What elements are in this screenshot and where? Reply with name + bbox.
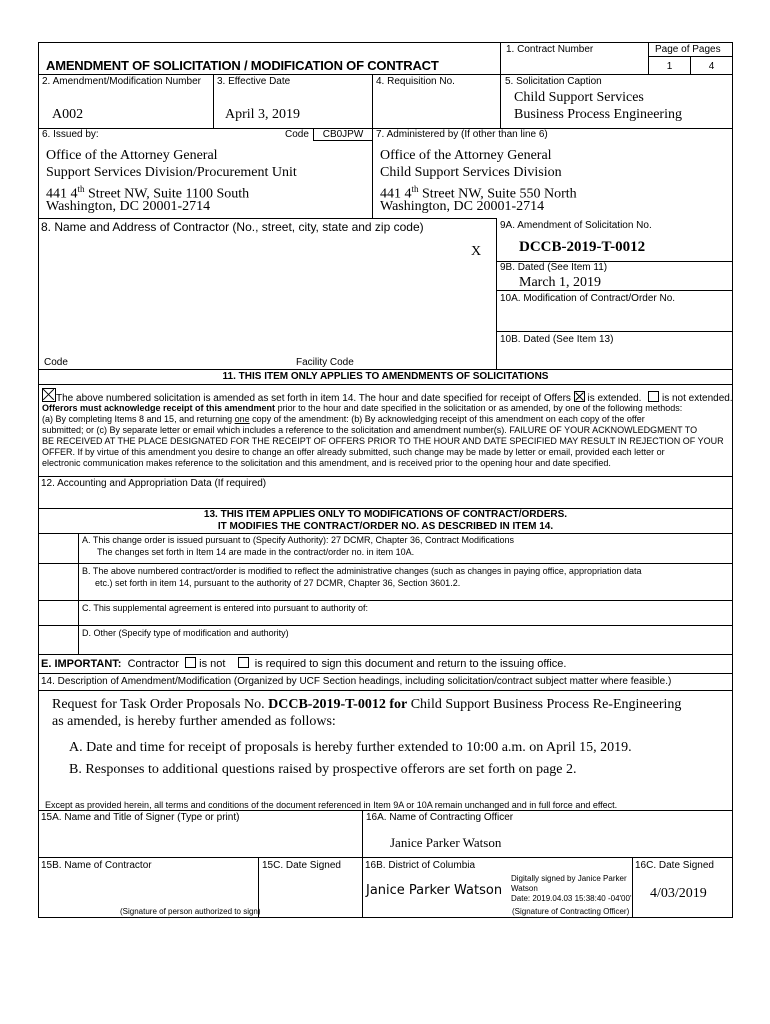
- effective-date-label: 3. Effective Date: [217, 76, 291, 87]
- effective-date-value: April 3, 2019: [225, 107, 301, 122]
- dated-9b-label: 9B. Dated (See Item 11): [500, 262, 608, 273]
- item-13a-line-2: The changes set forth in Item 14 are made in the contract/order no. in item 10A.: [97, 547, 415, 557]
- rule: [496, 218, 497, 369]
- item-11-line-2: Offerors must acknowledge receipt of this amendment prior to the hour and date specified in the solicitation or as amended, by one of the following methods:: [42, 403, 683, 413]
- rule: [38, 74, 733, 75]
- rule: [38, 917, 733, 918]
- item-14-paragraph-line-2: as amended, is hereby further amended as follows:: [52, 714, 336, 729]
- page-total: 4: [708, 61, 715, 72]
- contractor-not-required-checkbox[interactable]: [185, 657, 196, 668]
- digital-signature-line-3: Date: 2019.04.03 15:38:40 -04'00': [511, 894, 632, 903]
- item-11-line-7: electronic communication makes reference to the solicitation and this amendment, and is received prior to the opening hour and date specified.: [42, 458, 611, 468]
- admin-line-1: Office of the Attorney General: [380, 148, 552, 163]
- rule: [632, 857, 633, 917]
- item-14-label: 14. Description of Amendment/Modification (Organized by UCF Section headings, including solicitation/contract subject matter where feasible.): [41, 676, 672, 687]
- item-13c: C. This supplemental agreement is entered into pursuant to authority of:: [82, 603, 368, 613]
- rule: [38, 369, 733, 370]
- contracting-officer-name: Janice Parker Watson: [390, 835, 502, 850]
- contractor-required-checkbox[interactable]: [238, 657, 249, 668]
- rule: [38, 476, 733, 477]
- solicitation-amended-checkbox[interactable]: [42, 388, 56, 402]
- form-title: AMENDMENT OF SOLICITATION / MODIFICATION OF CONTRACT: [46, 58, 439, 73]
- issued-by-label: 6. Issued by:: [42, 129, 99, 140]
- officer-date-label: 16C. Date Signed: [635, 860, 714, 871]
- rule: [38, 857, 733, 858]
- contractor-date-label: 15C. Date Signed: [262, 860, 341, 871]
- rule: [496, 331, 732, 332]
- page-number: 1: [666, 61, 673, 72]
- item-11-line-3: (a) By completing Items 8 and 15, and returning one copy of the amendment: (b) By acknowledging receipt of this amendment on each copy of the offer: [42, 414, 645, 424]
- rule: [372, 128, 373, 218]
- item-11-line-5: BE RECEIVED AT THE PLACE DESIGNATED FOR THE RECEIPT OF OFFERS PRIOR TO THE HOUR AND DATE SPECIFIED MAY RESULT IN REJECTION OF YOUR: [42, 436, 724, 446]
- important-line: E. IMPORTANT: Contractor is not is required to sign this document and return to the issuing office.: [41, 658, 567, 670]
- item-13d: D. Other (Specify type of modification and authority): [82, 628, 289, 638]
- caption-line-2: Business Process Engineering: [514, 107, 682, 122]
- contractor-name-label: 15B. Name of Contractor: [41, 860, 152, 871]
- solicitation-amendment-value: DCCB-2019-T-0012: [519, 239, 646, 255]
- code-label: Code: [285, 129, 309, 140]
- contracting-officer-label: 16A. Name of Contracting Officer: [366, 812, 514, 823]
- accounting-data-label: 12. Accounting and Appropriation Data (If required): [41, 478, 267, 489]
- rule: [362, 810, 363, 917]
- item-11-title: 11. THIS ITEM ONLY APPLIES TO AMENDMENTS OF SOLICITATIONS: [222, 371, 549, 382]
- item-14-point-b: B. Responses to additional questions raised by prospective offerors are set forth on page 2.: [69, 762, 577, 777]
- requisition-label: 4. Requisition No.: [376, 76, 455, 87]
- issuer-line-2: Support Services Division/Procurement Unit: [46, 165, 297, 180]
- rule: [38, 42, 39, 917]
- issuer-line-3: 441 4th Street NW, Suite 1100 South: [46, 184, 250, 202]
- contractor-address-label: 8. Name and Address of Contractor (No., street, city, state and zip code): [41, 220, 424, 234]
- not-extended-checkbox[interactable]: [648, 391, 659, 402]
- solicitation-amendment-label: 9A. Amendment of Solicitation No.: [500, 220, 652, 231]
- district-label: 16B. District of Columbia: [365, 860, 476, 871]
- rule: [38, 218, 497, 219]
- modification-10a-label: 10A. Modification of Contract/Order No.: [500, 293, 676, 304]
- amendment-x-mark: X: [471, 244, 482, 259]
- item-14-paragraph-line-1: Request for Task Order Proposals No. DCCB-2019-T-0012 for Child Support Business Process Re-Engineering: [52, 697, 682, 712]
- contractor-signature-caption: (Signature of person authorized to sign): [120, 907, 261, 916]
- officer-date-value: 4/03/2019: [650, 886, 707, 901]
- digital-signature-stamp: [511, 874, 631, 904]
- contract-number-label: 1. Contract Number: [506, 44, 594, 55]
- dated-10b-label: 10B. Dated (See Item 13): [500, 334, 614, 345]
- rule: [500, 74, 501, 128]
- rule: [500, 42, 501, 74]
- officer-digital-signature: Janice Parker Watson: [366, 883, 503, 898]
- amendment-number-label: 2. Amendment/Modification Number: [42, 76, 201, 87]
- admin-line-2: Child Support Services Division: [380, 165, 562, 180]
- rule: [38, 625, 733, 626]
- admin-line-3: 441 4th Street NW, Suite 550 North: [380, 184, 577, 202]
- solicitation-caption-label: 5. Solicitation Caption: [505, 76, 602, 87]
- item-11-body: [42, 403, 732, 469]
- rule: [732, 42, 733, 917]
- officer-signature-caption: (Signature of Contracting Officer): [512, 907, 630, 916]
- rule: [38, 563, 733, 564]
- issuer-line-1: Office of the Attorney General: [46, 148, 218, 163]
- item-11-line-6: OFFER. If by virtue of this amendment you desire to change an offer already submitted, such change may be made by letter or email, provided each letter or: [42, 447, 665, 457]
- item-13b-line-2: etc.) set forth in item 14, pursuant to the authority of 27 DCMR, Chapter 36, Section 3601.2.: [95, 578, 461, 588]
- administered-by-label: 7. Administered by (If other than line 6): [376, 129, 548, 140]
- code-value: CB0JPW: [322, 129, 364, 140]
- dated-9b-value: March 1, 2019: [519, 275, 602, 290]
- except-statement: Except as provided herein, all terms and conditions of the document referenced in Item 9A or 10A remain unchanged and in full force and effect.: [45, 800, 618, 810]
- amendment-number-value: A002: [52, 107, 84, 122]
- facility-code-label: Facility Code: [296, 357, 354, 368]
- rule: [372, 74, 373, 128]
- rule: [38, 673, 733, 674]
- item-11-extension-line: The above numbered solicitation is amended as set forth in item 14. The hour and date specified for receipt of Offers is extended. is not extended.: [42, 388, 733, 405]
- rule: [38, 600, 733, 601]
- item-13-title-2: IT MODIFIES THE CONTRACT/ORDER NO. AS DESCRIBED IN ITEM 14.: [217, 521, 554, 532]
- digital-signature-line-2: Watson: [511, 884, 538, 893]
- item-11-line-4: submitted; or (c) By separate letter or email which includes a reference to the solicitation and amendment number(s). FAILURE OF YOUR ACKNOWLEDGMENT TO: [42, 425, 698, 435]
- item-14-point-a: A. Date and time for receipt of proposals is hereby further extended to 10:00 a.m. on April 15, 2019.: [69, 740, 632, 755]
- rule: [38, 384, 733, 385]
- rule: [38, 690, 733, 691]
- extended-checkbox[interactable]: [574, 391, 585, 402]
- rule: [38, 654, 733, 655]
- item-13a-line-1: A. This change order is issued pursuant to (Specify Authority): 27 DCMR, Chapter 36, Contract Modifications: [82, 535, 515, 545]
- caption-line-1: Child Support Services: [514, 90, 644, 105]
- item-13-title-1: 13. THIS ITEM APPLIES ONLY TO MODIFICATIONS OF CONTRACT/ORDERS.: [203, 509, 568, 520]
- signer-name-label: 15A. Name and Title of Signer (Type or print): [41, 812, 240, 823]
- issuer-line-4: Washington, DC 20001-2714: [46, 199, 211, 214]
- rule: [38, 533, 733, 534]
- rule: [78, 533, 79, 654]
- digital-signature-line-1: Digitally signed by Janice Parker: [511, 874, 627, 883]
- page-label: Page of Pages: [655, 44, 721, 55]
- admin-line-4: Washington, DC 20001-2714: [380, 199, 545, 214]
- rule: [38, 42, 733, 43]
- contractor-code-label: Code: [44, 357, 68, 368]
- item-13b-line-1: B. The above numbered contract/order is modified to reflect the administrative changes (such as changes in paying office, appropriation data: [82, 566, 642, 576]
- rule: [213, 74, 214, 128]
